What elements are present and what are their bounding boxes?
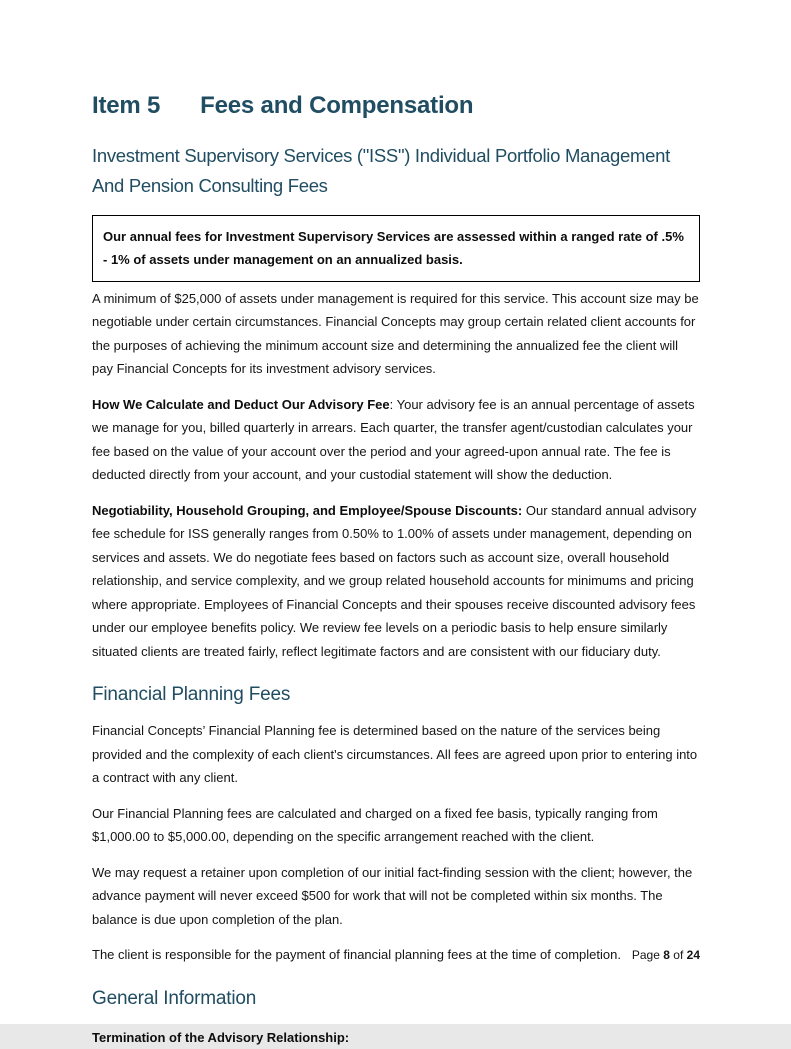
footer-page-label: Page [631, 948, 660, 962]
fee-callout-text: Our annual fees for Investment Supervisory Services are assessed within a ranged rate of .5% - 1% of assets under management on an annualized basis. [103, 228, 684, 267]
minimum-assets-paragraph: A minimum of $25,000 of assets under management is required for this service. This account size may be negotiable under certain circumstances. Financial Concepts may group certain related client accounts for the purposes of achieving the minimum account size and determining the annualized fee the client will pay Financial Concepts for its investment advisory services. [92, 290, 699, 377]
iss-subheading-line-2: And Pension Consulting Fees [92, 174, 328, 196]
iss-subheading-line-1: Investment Supervisory Services ("ISS") Individual Portfolio Management [92, 144, 670, 166]
fixed-fee-range-paragraph: Our Financial Planning fees are calculated and charged on a fixed fee basis, typically ranging from $1,000.00 to $5,000.00, depending on the specific arrangement reached with the client. [92, 805, 658, 845]
footer-page-number: 8 [663, 948, 670, 962]
termination-label: Termination of the Advisory Relationship: [92, 1030, 350, 1046]
page-title-text: Fees and Compensation [200, 92, 474, 119]
page-footer [632, 948, 700, 962]
negotiability-lead: Negotiability, Household Grouping, and Employee/Spouse Discounts: [92, 502, 523, 518]
page-title [92, 92, 700, 121]
iss-subheading [92, 141, 700, 201]
fee-calculation-paragraph: How We Calculate and Deduct Our Advisory Fee: Your advisory fee is an annual percentage of assets we manage for you, billed quarterly in arrears. Each quarter, the transfer agent/custodian calculates your fee based on the value of your account over the period and your agreed-upon annual rate. The fee is deducted directly from your account, and your custodial statement will show the deduction. [92, 396, 695, 483]
retainer-paragraph: We may request a retainer upon completion of our initial fact-finding session with the client; however, the advance payment will never exceed $500 for work that will not be completed within six months. The balance is due upon completion of the plan. [92, 864, 693, 927]
planning-fee-basis-paragraph: Financial Concepts’ Financial Planning fee is determined based on the nature of the services being provided and the complexity of each client's circumstances. All fees are agreed upon prior to entering into a contract with any client. [92, 723, 698, 786]
footer-total-pages: 24 [686, 948, 700, 962]
financial-planning-fees-heading: Financial Planning Fees [92, 684, 291, 706]
item-number: Item 5 [92, 92, 161, 119]
negotiability-paragraph: Negotiability, Household Grouping, and Employee/Spouse Discounts: Our standard annual advisory fee schedule for ISS generally ranges from 0.50% to 1.00% of assets under management, depending on services and assets. We do negotiate fees based on factors such as account size, overall household relationship, and service complexity, and we group related household accounts for minimums and pricing where appropriate. Employees of Financial Concepts and their spouses receive discounted advisory fees under our employee benefits policy. We review fee levels on a periodic basis to help ensure similarly situated clients are treated fairly, reflect legitimate factors and are consistent with our fiduciary duty. [92, 502, 697, 659]
fee-callout-box [92, 215, 700, 282]
payment-responsibility-paragraph: The client is responsible for the payment of financial planning fees at the time of completion. [92, 947, 621, 963]
fee-calculation-lead: How We Calculate and Deduct Our Advisory Fee [92, 396, 390, 412]
footer-of-label: of [673, 948, 684, 962]
general-information-heading: General Information [92, 987, 257, 1009]
